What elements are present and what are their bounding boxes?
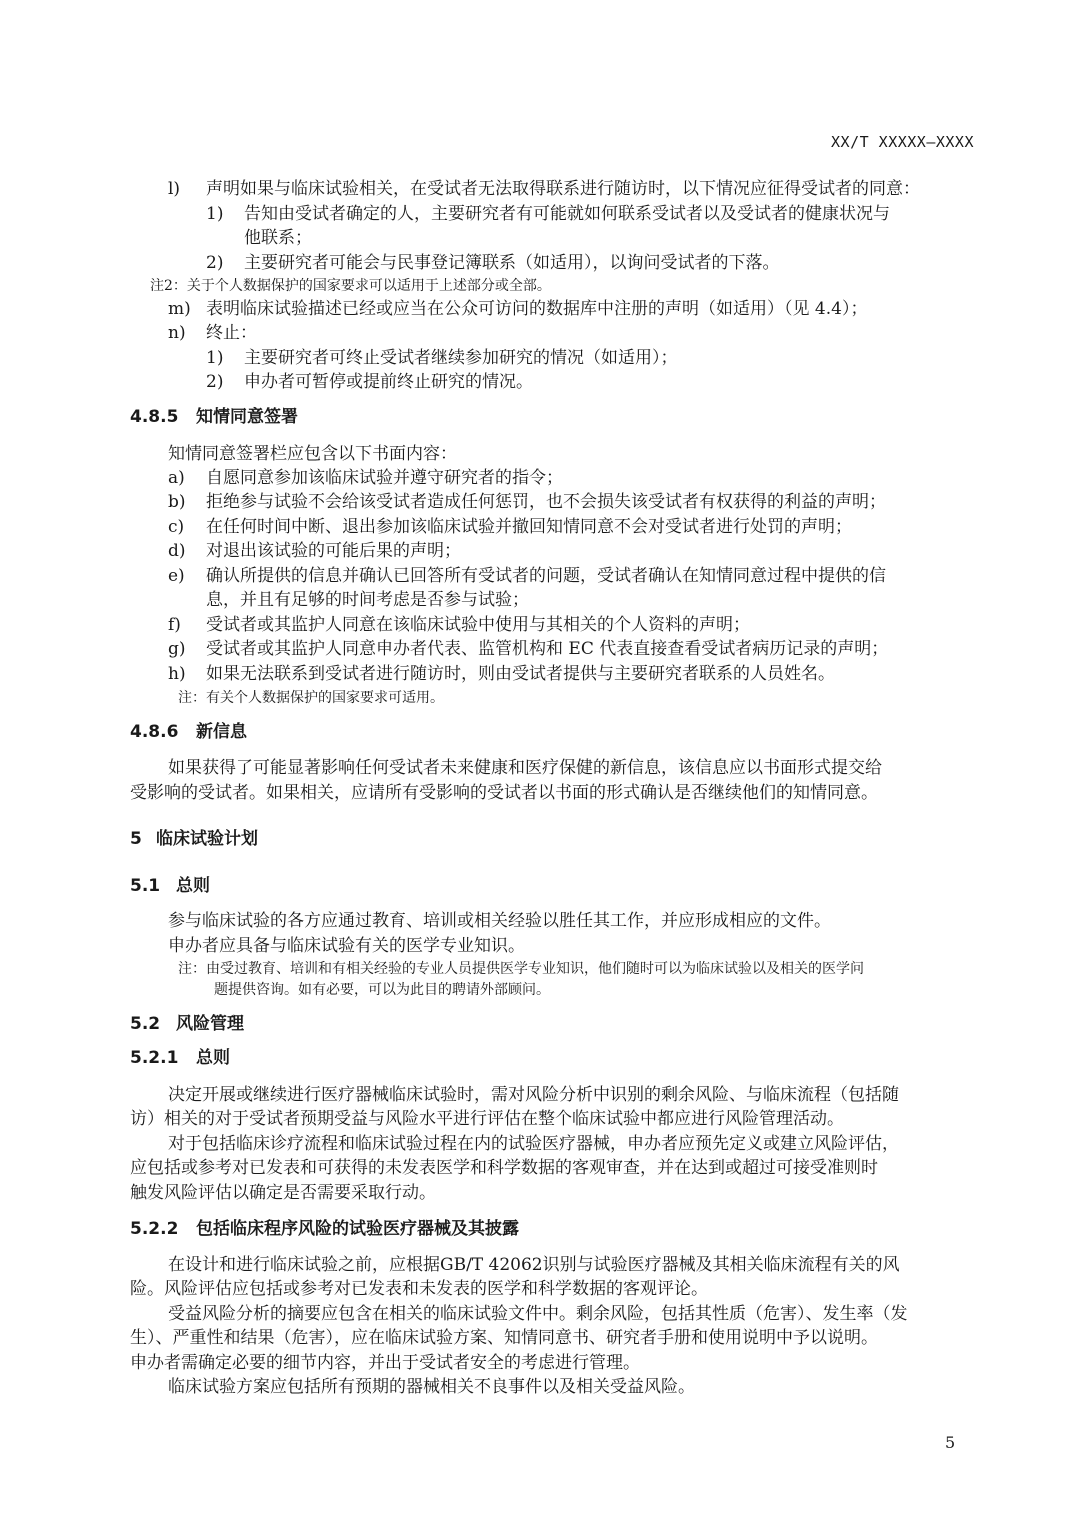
list-item-text: 对退出该试验的可能后果的声明； bbox=[206, 541, 461, 561]
list-item-text: 终止： bbox=[206, 323, 257, 343]
note: 注2：关于个人数据保护的国家要求可以适用于上述部分或全部。 bbox=[150, 278, 551, 294]
list-marker: m) bbox=[168, 299, 191, 319]
paragraph: 知情同意签署栏应包含以下书面内容： bbox=[168, 444, 457, 464]
list-item-text: 在任何时间中断、退出参加该临床试验并撤回知情同意不会对受试者进行处罚的声明； bbox=[206, 517, 852, 537]
section-title: 总则 bbox=[176, 876, 210, 896]
section-number: 4.8.6 bbox=[130, 722, 179, 742]
section-title: 风险管理 bbox=[176, 1014, 244, 1034]
list-item-text: 主要研究者可终止受试者继续参加研究的情况（如适用）； bbox=[244, 348, 678, 368]
paragraph: 生）、严重性和结果（危害），应在临床试验方案、知情同意书、研究者手册和使用说明中予以说明。 bbox=[130, 1328, 878, 1348]
list-marker: 2) bbox=[206, 253, 224, 273]
section-number: 5 bbox=[130, 829, 142, 849]
list-item-text: 表明临床试验描述已经或应当在公众可访问的数据库中注册的声明（如适用）（见 4.4）； bbox=[206, 299, 868, 319]
list-marker: h) bbox=[168, 664, 186, 684]
paragraph: 决定开展或继续进行医疗器械临床试验时，需对风险分析中识别的剩余风险、与临床流程（包括随 bbox=[168, 1085, 899, 1105]
list-marker: 2) bbox=[206, 372, 224, 392]
section-number: 4.8.5 bbox=[130, 407, 179, 427]
document-code: XX/T XXXXX—XXXX bbox=[831, 133, 974, 151]
list-marker: g) bbox=[168, 639, 186, 659]
list-item-text: 确认所提供的信息并确认已回答所有受试者的问题，受试者确认在知情同意过程中提供的信 bbox=[206, 566, 886, 586]
paragraph: 申办者应具备与临床试验有关的医学专业知识。 bbox=[168, 936, 525, 956]
paragraph: 受益风险分析的摘要应包含在相关的临床试验文件中。剩余风险，包括其性质（危害）、发生率（发 bbox=[168, 1304, 908, 1324]
paragraph: 应包括或参考对已发表和可获得的未发表医学和科学数据的客观审查，并在达到或超过可接受准则时 bbox=[130, 1158, 878, 1178]
paragraph: 参与临床试验的各方应通过教育、培训或相关经验以胜任其工作，并应形成相应的文件。 bbox=[168, 911, 831, 931]
section-title: 临床试验计划 bbox=[156, 829, 258, 849]
paragraph: 对于包括临床诊疗流程和临床试验过程在内的试验医疗器械，申办者应预先定义或建立风险评估， bbox=[168, 1134, 899, 1154]
paragraph: 触发风险评估以确定是否需要采取行动。 bbox=[130, 1183, 436, 1203]
section-title: 知情同意签署 bbox=[196, 407, 298, 427]
list-item-text: 拒绝参与试验不会给该受试者造成任何惩罚，也不会损失该受试者有权获得的利益的声明； bbox=[206, 492, 886, 512]
list-marker: d) bbox=[168, 541, 186, 561]
list-marker: f) bbox=[168, 615, 181, 635]
section-number: 5.2.2 bbox=[130, 1219, 179, 1239]
list-marker: n) bbox=[168, 323, 186, 343]
list-marker: b) bbox=[168, 492, 186, 512]
list-item-text: 申办者可暂停或提前终止研究的情况。 bbox=[244, 372, 533, 392]
paragraph: 如果获得了可能显著影响任何受试者未来健康和医疗保健的新信息，该信息应以书面形式提交给 bbox=[168, 758, 882, 778]
section-number: 5.2 bbox=[130, 1014, 161, 1034]
paragraph: 险。风险评估应包括或参考对已发表和未发表的医学和科学数据的客观评论。 bbox=[130, 1279, 708, 1299]
list-marker: 1) bbox=[206, 204, 224, 224]
list-item-text: 自愿同意参加该临床试验并遵守研究者的指令； bbox=[206, 468, 563, 488]
list-item-text: 主要研究者可能会与民事登记簿联系（如适用），以询问受试者的下落。 bbox=[244, 253, 780, 273]
list-marker: c) bbox=[168, 517, 185, 537]
paragraph: 受影响的受试者。如果相关，应请所有受影响的受试者以书面的形式确认是否继续他们的知情同意。 bbox=[130, 783, 878, 803]
paragraph: 申办者需确定必要的细节内容，并出于受试者安全的考虑进行管理。 bbox=[130, 1353, 640, 1373]
list-marker: 1) bbox=[206, 348, 224, 368]
note: 题提供咨询。如有必要，可以为此目的聘请外部顾问。 bbox=[214, 982, 550, 998]
paragraph: 在设计和进行临床试验之前，应根据GB/T 42062识别与试验医疗器械及其相关临床流程有关的风 bbox=[168, 1255, 900, 1275]
section-number: 5.2.1 bbox=[130, 1048, 179, 1068]
section-title: 总则 bbox=[196, 1048, 230, 1068]
list-item-text: 告知由受试者确定的人，主要研究者有可能就如何联系受试者以及受试者的健康状况与 bbox=[244, 204, 890, 224]
page-number: 5 bbox=[945, 1433, 956, 1452]
section-title: 包括临床程序风险的试验医疗器械及其披露 bbox=[196, 1219, 519, 1239]
list-item-text: 声明如果与临床试验相关，在受试者无法取得联系进行随访时，以下情况应征得受试者的同意： bbox=[206, 179, 920, 199]
list-item-text: 受试者或其监护人同意在该临床试验中使用与其相关的个人资料的声明； bbox=[206, 615, 750, 635]
list-marker: l) bbox=[168, 179, 181, 199]
section-title: 新信息 bbox=[196, 722, 247, 742]
list-item-text: 息，并且有足够的时间考虑是否参与试验； bbox=[206, 590, 529, 610]
list-item-text: 他联系； bbox=[244, 228, 312, 248]
paragraph: 临床试验方案应包括所有预期的器械相关不良事件以及相关受益风险。 bbox=[168, 1377, 695, 1397]
note: 注：由受过教育、培训和有相关经验的专业人员提供医学专业知识，他们随时可以为临床试验以及相关的医学问 bbox=[178, 961, 864, 977]
paragraph: 访）相关的对于受试者预期受益与风险水平进行评估在整个临床试验中都应进行风险管理活动。 bbox=[130, 1109, 844, 1129]
list-item-text: 如果无法联系到受试者进行随访时，则由受试者提供与主要研究者联系的人员姓名。 bbox=[206, 664, 835, 684]
section-number: 5.1 bbox=[130, 876, 161, 896]
list-item-text: 受试者或其监护人同意申办者代表、监管机构和 EC 代表直接查看受试者病历记录的声明； bbox=[206, 639, 889, 659]
list-marker: a) bbox=[168, 468, 185, 488]
list-marker: e) bbox=[168, 566, 185, 586]
note: 注：有关个人数据保护的国家要求可适用。 bbox=[178, 690, 444, 706]
